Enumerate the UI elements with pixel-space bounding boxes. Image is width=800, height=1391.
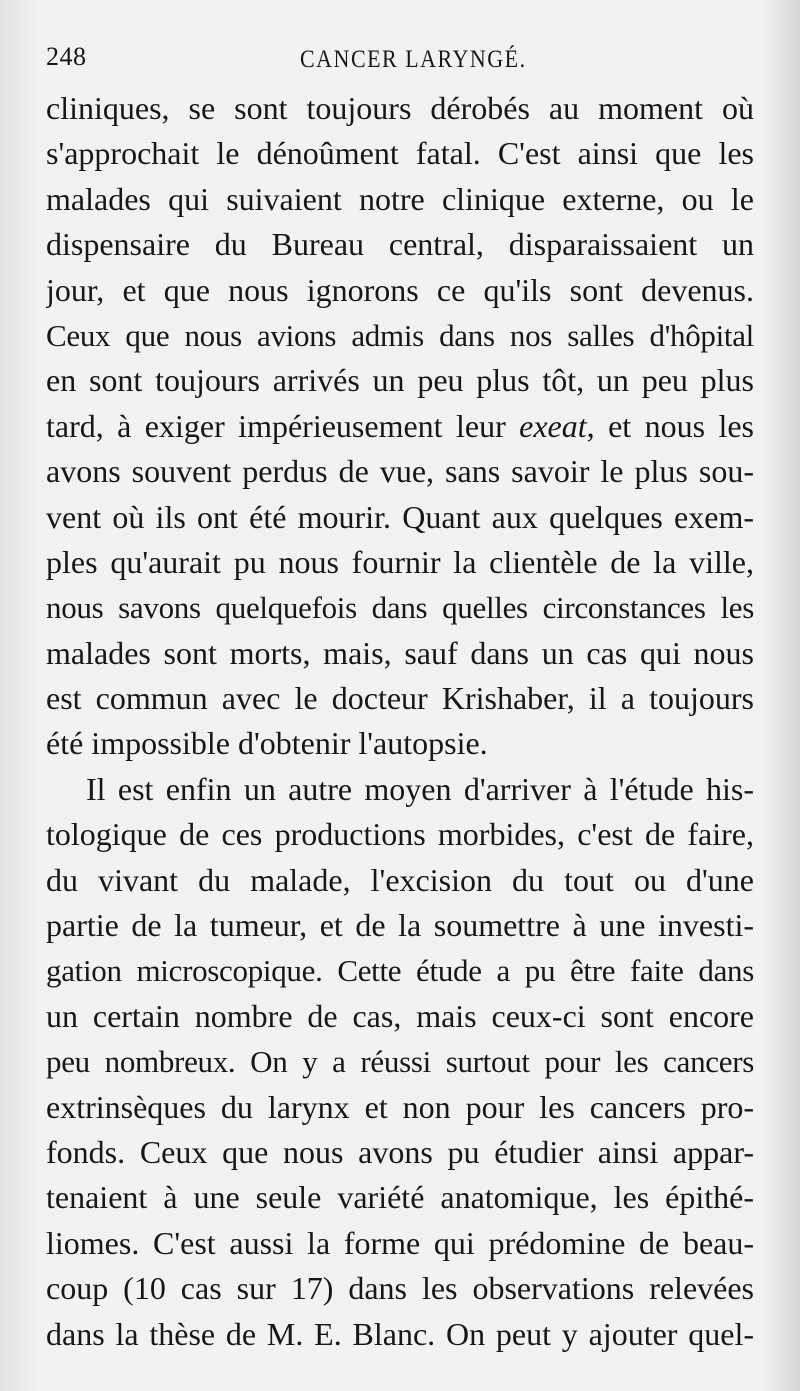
text-line: Ceux que nous avions admis dans nos salles d'hôpital bbox=[46, 317, 754, 353]
italic-term: exeat bbox=[519, 407, 587, 444]
text-line: vent où ils ont été mourir. Quant aux quelques exem- bbox=[46, 498, 754, 535]
text-line: du vivant du malade, l'excision du tout ou d'une bbox=[46, 861, 754, 898]
page-right-shadow bbox=[760, 0, 800, 1391]
text-line: fonds. Ceux que nous avons pu étudier ainsi appar- bbox=[46, 1133, 754, 1170]
text-line: malades sont morts, mais, sauf dans un cas qui nous bbox=[46, 634, 754, 671]
text-line: est commun avec le docteur Krishaber, il a toujours bbox=[46, 680, 754, 717]
page-left-shadow bbox=[0, 0, 40, 1391]
paragraph-2 bbox=[46, 767, 754, 1357]
text-line: malades qui suivaient notre clinique externe, ou le bbox=[46, 180, 754, 217]
text-line: dans la thèse de M. E. Blanc. On peut y ajouter quel- bbox=[46, 1315, 754, 1352]
text-line: avons souvent perdus de vue, sans savoir le plus sou- bbox=[46, 453, 754, 490]
text-line: nous savons quelquefois dans quelles circonstances les bbox=[46, 590, 754, 626]
text-line: partie de la tumeur, et de la soumettre à une investi- bbox=[46, 907, 754, 944]
text-line: dispensaire du Bureau central, disparaissaient un bbox=[46, 226, 754, 263]
text-line: peu nombreux. On y a réussi surtout pour les cancers bbox=[46, 1044, 754, 1080]
text-line: jour, et que nous ignorons ce qu'ils sont devenus. bbox=[46, 271, 754, 308]
text-line: ples qu'aurait pu nous fournir la clientèle de la ville, bbox=[46, 543, 754, 580]
text-line: tenaient à une seule variété anatomique, les épithé- bbox=[46, 1179, 754, 1216]
text-line: été impossible d'obtenir l'autopsie. bbox=[46, 725, 488, 762]
text-line: cliniques, se sont toujours dérobés au moment où bbox=[46, 90, 754, 126]
running-head: CANCER LARYNGÉ. bbox=[300, 44, 527, 73]
body-text bbox=[46, 86, 754, 1357]
text-line: un certain nombre de cas, mais ceux-ci sont encore bbox=[46, 997, 754, 1034]
text-line: en sont toujours arrivés un peu plus tôt, un peu plus bbox=[46, 362, 754, 399]
text-line: Il est enfin un autre moyen d'arriver à l'étude his- bbox=[86, 770, 754, 807]
text-line: coup (10 cas sur 17) dans les observations relevées bbox=[46, 1270, 754, 1307]
text-line: liomes. C'est aussi la forme qui prédomine de beau- bbox=[46, 1224, 754, 1261]
page-number: 248 bbox=[46, 42, 87, 71]
text-line: tard, à exiger impérieusement leur exeat, et nous les bbox=[46, 407, 754, 444]
text-line: gation microscopique. Cette étude a pu être faite dans bbox=[46, 953, 754, 989]
text-line: s'approchait le dénoûment fatal. C'est ainsi que les bbox=[46, 135, 754, 172]
text-line: extrinsèques du larynx et non pour les cancers pro- bbox=[46, 1088, 754, 1125]
paragraph-1 bbox=[46, 86, 754, 767]
page-header bbox=[46, 38, 754, 74]
text-line: tologique de ces productions morbides, c'est de faire, bbox=[46, 816, 754, 853]
